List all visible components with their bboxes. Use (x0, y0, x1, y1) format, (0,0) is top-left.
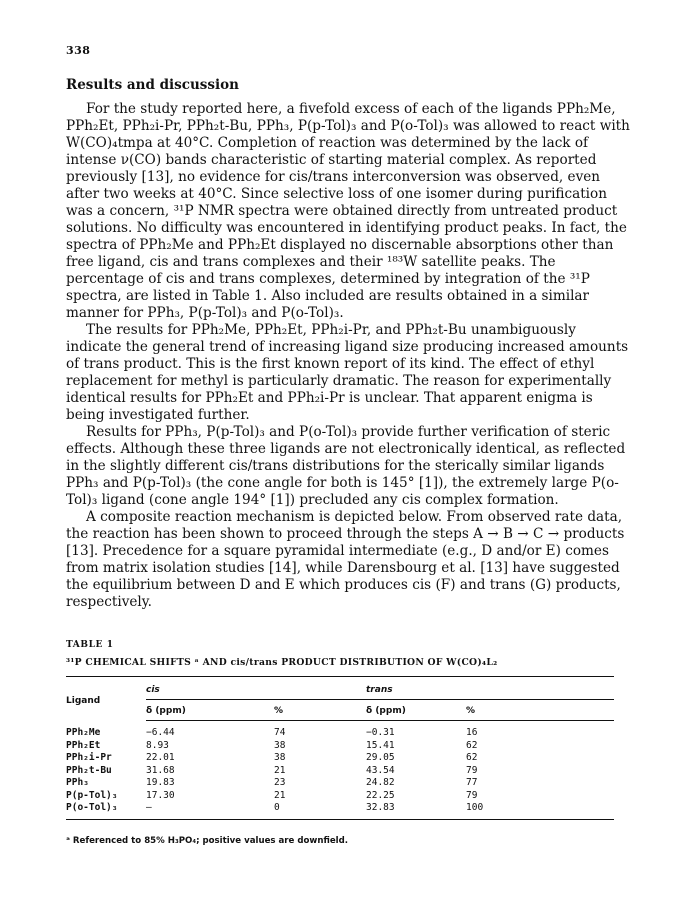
cell-trans-shift: 22.25 (366, 789, 395, 801)
cell-trans-shift: 24.82 (366, 777, 395, 788)
paragraph-3: Results for PPh₃, P(p-Tol)₃ and P(o-Tol)₃ provide further verification of steric effects. Although these three ligands are not electronically identical, as reflected in the slightly different cis/trans distributions for the sterically similar ligands PPh₃ and P(p-Tol)₃ (the cone angle for both is 145° [1]), the extremely large P(o-Tol)₃ ligand (cone angle 194° [1]) precluded any cis complex formation. (66, 424, 626, 508)
table-row (66, 739, 614, 752)
cell-cis-pct: 74 (274, 727, 286, 738)
table-footnote: ᵃ Referenced to 85% H₃PO₄; positive values are downfield. (66, 836, 349, 846)
cell-trans-shift: 32.83 (366, 802, 466, 820)
cell-trans-pct: 79 (466, 764, 478, 776)
cell-cis-shift: 17.30 (146, 789, 175, 801)
cell-cis-shift: 31.68 (146, 764, 175, 776)
cell-trans-shift: 29.05 (366, 752, 395, 763)
header-trans-shift: δ (ppm) (366, 700, 466, 721)
table-row (66, 752, 614, 765)
cell-trans-pct: 100 (466, 802, 614, 820)
cell-cis-shift: 22.01 (146, 752, 175, 763)
paragraph-4: A composite reaction mechanism is depicted below. From observed rate data, the reaction has been shown to proceed through the steps A → B → C → products [13]. Precedence for a square pyramidal intermediate (e.g., D and/or E) comes from matrix isolation studies [14], while Darensbourg et al. [13] have suggested the equilibrium between D and E which produces cis (F) and trans (G) products, respectively. (66, 509, 625, 610)
table-row (66, 721, 614, 740)
header-cis-shift: δ (ppm) (146, 700, 274, 721)
table-row (66, 789, 614, 802)
cell-ligand: P(p-Tol)₃ (66, 789, 118, 801)
cell-cis-shift: 8.93 (146, 739, 169, 751)
cell-cis-pct: 21 (274, 764, 286, 776)
cell-ligand: PPh₂i-Pr (66, 752, 112, 763)
header-ligand: Ligand (66, 677, 146, 721)
cell-trans-shift: 15.41 (366, 739, 395, 751)
header-trans: trans (366, 677, 614, 700)
paragraph-2: The results for PPh₂Me, PPh₂Et, PPh₂i-Pr, and PPh₂t-Bu unambiguously indicate the general trend of increasing ligand size producing increased amounts of trans product. This is the first known report of its kind. The effect of ethyl replacement for methyl is particularly dramatic. The reason for experimentally identical results for PPh₂Et and PPh₂i-Pr is unclear. That apparent enigma is being investigated further. (66, 322, 629, 423)
cell-ligand: PPh₂Me (66, 726, 101, 738)
cell-trans-pct: 62 (466, 752, 478, 763)
table-caption: TABLE 1 (66, 640, 114, 650)
cell-trans-pct: 77 (466, 777, 478, 788)
cell-trans-pct: 62 (466, 739, 478, 751)
cell-trans-shift: −0.31 (366, 727, 395, 738)
table-row (66, 777, 614, 790)
table-title: ³¹P CHEMICAL SHIFTS ᵃ AND cis/trans PRODUCT DISTRIBUTION OF W(CO)₄L₂ (66, 657, 498, 668)
header-trans-percent: % (466, 700, 614, 721)
cell-cis-pct: 38 (274, 739, 286, 751)
cell-ligand: P(o-Tol)₃ (66, 802, 146, 820)
cell-trans-shift: 43.54 (366, 764, 395, 776)
cell-ligand: PPh₂t-Bu (66, 764, 112, 776)
body-text (66, 101, 634, 611)
paragraph-1: For the study reported here, a fivefold excess of each of the ligands PPh₂Me, PPh₂Et, PPh₂i-Pr, PPh₂t-Bu, PPh₃, P(p-Tol)₃ and P(o-Tol)₃ was allowed to react with W(CO)₄tmpa at 40°C. Completion of reaction was determined by the lack of intense ν(CO) bands characteristic of starting material complex. As reported previously [13], no evidence for cis/trans interconversion was observed, even after two weeks at 40°C. Since selective loss of one isomer during purification was a concern, ³¹P NMR spectra were obtained directly from untreated product solutions. No difficulty was encountered in identifying product peaks. In fact, the spectra of PPh₂Me and PPh₂Et displayed no discernable absorptions other than free ligand, cis and trans complexes and their ¹⁸³W satellite peaks. The percentage of cis and trans complexes, determined by integration of the ³¹P spectra, are listed in Table 1. Also included are results obtained in a similar manner for PPh₃, P(p-Tol)₃ and P(o-Tol)₃. (66, 101, 630, 321)
cell-cis-shift: 19.83 (146, 777, 175, 788)
cell-ligand: PPh₂Et (66, 739, 101, 751)
section-heading: Results and discussion (66, 77, 239, 93)
cell-cis-pct: 23 (274, 777, 286, 788)
cell-ligand: PPh₃ (66, 777, 89, 788)
cell-trans-pct: 16 (466, 727, 478, 738)
cell-cis-shift: −6.44 (146, 727, 175, 738)
table-body (66, 721, 614, 820)
cell-trans-pct: 79 (466, 789, 478, 801)
cell-cis-pct: 21 (274, 789, 286, 801)
header-cis-percent: % (274, 700, 366, 721)
cell-cis-pct: 0 (274, 802, 366, 820)
page-number: 338 (66, 44, 91, 57)
table-row (66, 764, 614, 777)
results-table (66, 676, 614, 820)
cell-cis-pct: 38 (274, 752, 286, 763)
table-row (66, 802, 614, 820)
cell-cis-shift: — (146, 802, 274, 820)
header-cis: cis (146, 677, 366, 700)
